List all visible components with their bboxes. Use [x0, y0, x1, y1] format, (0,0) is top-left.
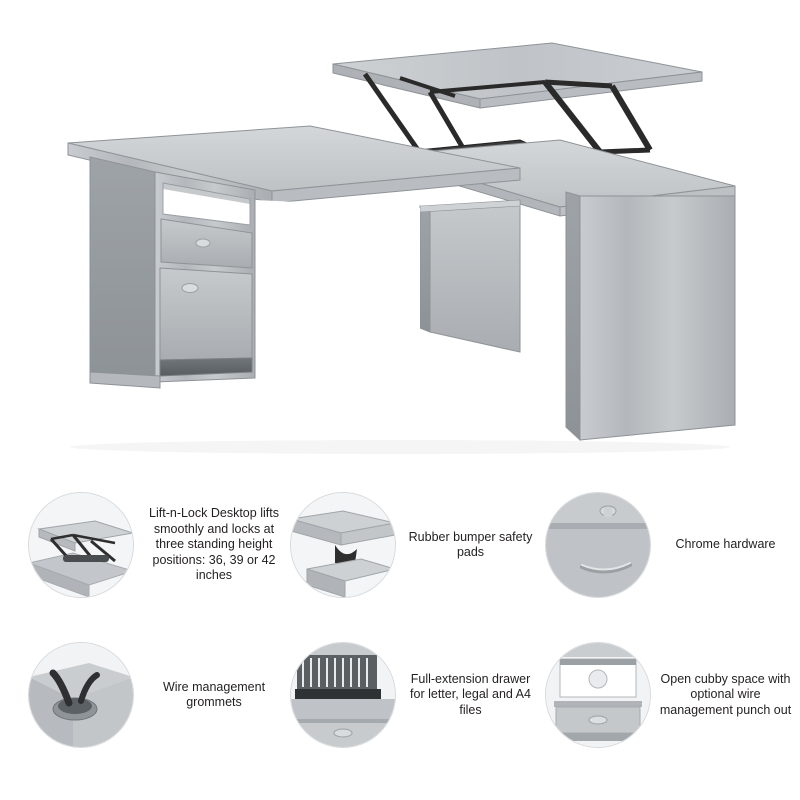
bumper-pad-icon: [290, 492, 396, 598]
lift-top-panel: [333, 43, 702, 108]
feature-text: Lift-n-Lock Desktop lifts smoothly and locks at three standing height positions: 36, 39 or 42 inches: [149, 506, 279, 583]
feature-text: Rubber bumper safety pads: [408, 529, 533, 559]
file-drawer-icon: [290, 642, 396, 748]
feature-chrome-hardware: [545, 470, 800, 620]
feature-full-extension-drawer: [290, 620, 545, 770]
feature-lift-n-lock-desktop: [0, 470, 290, 620]
grommet-icon: [28, 642, 134, 748]
file-drawer-front: [160, 268, 252, 360]
return-end-panel: [566, 192, 735, 440]
desk-pedestal: [90, 157, 255, 388]
feature-open-cubby-space: [545, 620, 800, 770]
feature-text: Open cubby space with optional wire management punch out: [659, 671, 792, 717]
under-desk-space: [255, 200, 420, 360]
cubby-icon: [545, 642, 651, 748]
feature-rubber-bumper-pads: [290, 470, 545, 620]
desk-inner-panel: [420, 200, 520, 352]
feature-callouts: [0, 470, 800, 800]
feature-text: Chrome hardware: [675, 537, 776, 552]
lift-mechanism-icon: [28, 492, 134, 598]
feature-text: Full-extension drawer for letter, legal and A4 files: [410, 671, 531, 717]
feature-text: Wire management grommets: [162, 679, 266, 709]
feature-wire-management-grommets: [0, 620, 290, 770]
drawer-pull-icon: [545, 492, 651, 598]
